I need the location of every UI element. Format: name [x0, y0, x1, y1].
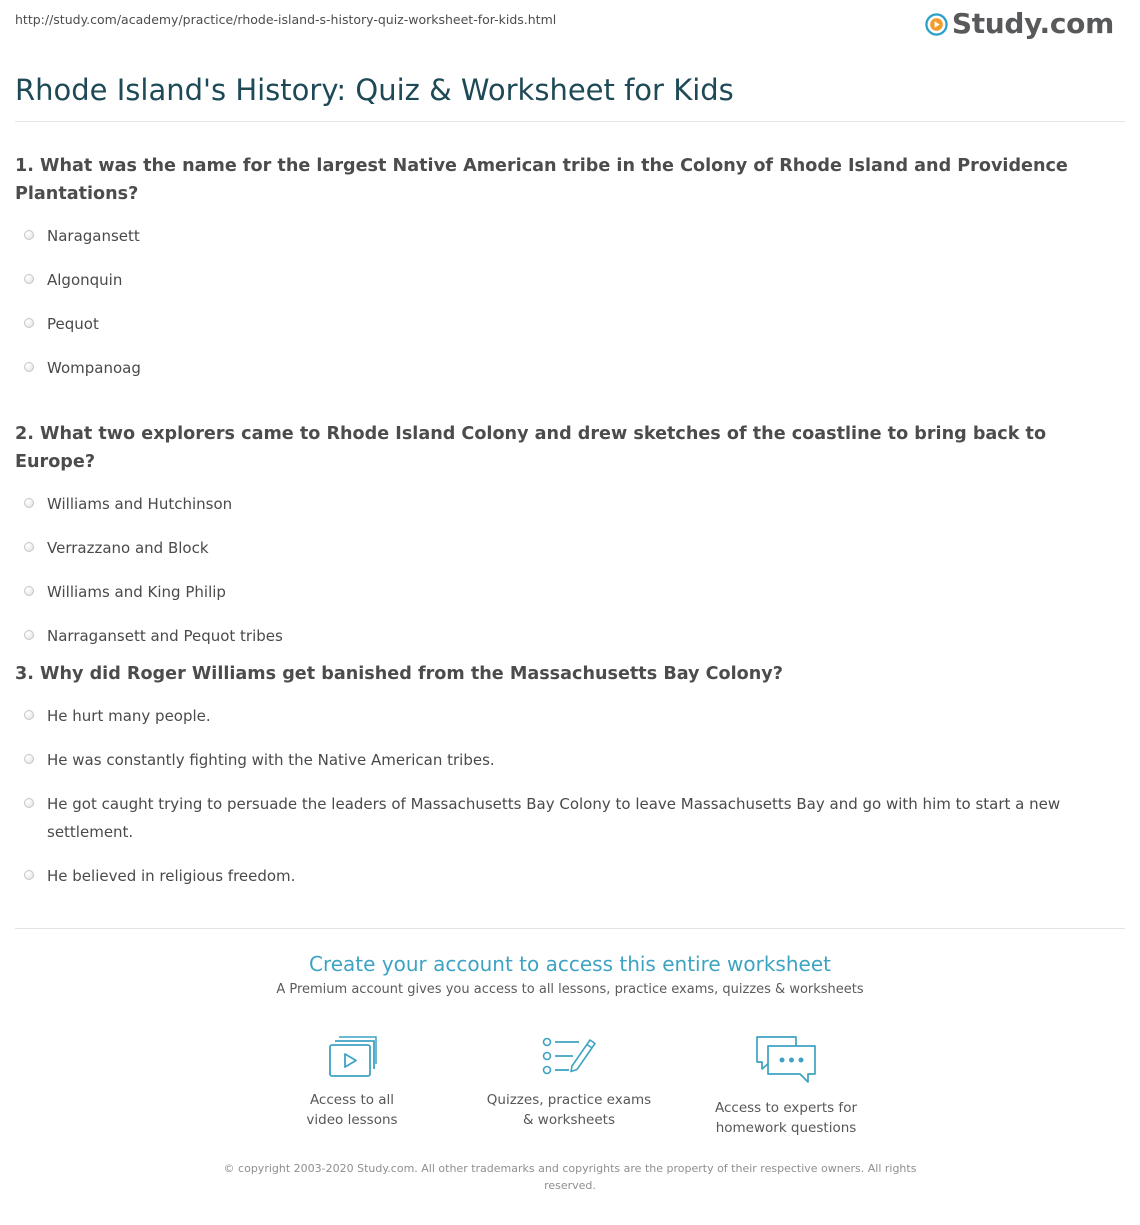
answer-label: Pequot — [47, 315, 99, 333]
answer-label: Naragansett — [47, 227, 140, 245]
study-logo[interactable] — [925, 9, 1114, 39]
page-title: Rhode Island's History: Quiz & Worksheet for Kids — [15, 73, 734, 107]
cta-subtitle: A Premium account gives you access to all lessons, practice exams, quizzes & worksheets — [276, 982, 864, 997]
feature-label: Access to experts for homework questions — [714, 1100, 857, 1136]
answer-option[interactable] — [15, 578, 1125, 606]
feature-list — [0, 1034, 1140, 1144]
answer-option[interactable] — [15, 222, 1125, 250]
answer-label: Algonquin — [47, 271, 123, 289]
question-text: 3. Why did Roger Williams get banished from the Massachusetts Bay Colony? — [15, 664, 783, 684]
cta-title-link[interactable]: Create your account to access this entire worksheet — [309, 952, 831, 976]
answer-option[interactable] — [15, 490, 1125, 518]
feature-quizzes — [469, 1034, 669, 1130]
answer-label: Wompanoag — [47, 359, 141, 377]
answer-option[interactable] — [15, 354, 1125, 382]
feature-experts — [686, 1034, 886, 1138]
answer-label: He believed in religious freedom. — [47, 867, 296, 885]
answer-option[interactable] — [15, 310, 1125, 338]
answer-label: He got caught trying to persuade the leaders of Massachusetts Bay Colony to leave Massachusetts Bay and go with him to start a new settlement. — [47, 795, 1061, 841]
radio-button-icon[interactable] — [24, 710, 34, 720]
question-1 — [15, 152, 1125, 398]
radio-button-icon[interactable] — [24, 362, 34, 372]
top-bar — [0, 0, 1140, 50]
answer-label: He was constantly fighting with the Native American tribes. — [47, 751, 495, 769]
radio-button-icon[interactable] — [24, 586, 34, 596]
answer-option[interactable] — [15, 790, 1125, 846]
radio-button-icon[interactable] — [24, 630, 34, 640]
copyright-notice: © copyright 2003-2020 Study.com. All other trademarks and copyrights are the property of their respective owners. All rights reserved. — [223, 1162, 917, 1192]
radio-button-icon[interactable] — [24, 498, 34, 508]
answer-label: Narragansett and Pequot tribes — [47, 627, 283, 645]
question-text: 1. What was the name for the largest Native American tribe in the Colony of Rhode Island and Providence Plantations? — [15, 156, 1068, 204]
page-url[interactable]: http://study.com/academy/practice/rhode-island-s-history-quiz-worksheet-for-kids.html — [15, 12, 557, 27]
answer-option[interactable] — [15, 746, 1125, 774]
answer-option[interactable] — [15, 266, 1125, 294]
cta-divider — [15, 928, 1125, 929]
answer-option[interactable] — [15, 622, 1125, 650]
radio-button-icon[interactable] — [24, 230, 34, 240]
radio-button-icon[interactable] — [24, 274, 34, 284]
feature-label: Access to all video lessons — [306, 1092, 398, 1128]
radio-button-icon[interactable] — [24, 798, 34, 808]
video-lessons-icon — [326, 1034, 378, 1078]
question-3 — [15, 660, 1125, 906]
title-divider — [15, 121, 1125, 122]
question-text: 2. What two explorers came to Rhode Island Colony and drew sketches of the coastline to bring back to Europe? — [15, 424, 1047, 472]
radio-button-icon[interactable] — [24, 542, 34, 552]
answer-label: He hurt many people. — [47, 707, 211, 725]
answer-label: Williams and King Philip — [47, 583, 226, 601]
logo-text: Study.com — [951, 7, 1114, 40]
radio-button-icon[interactable] — [24, 870, 34, 880]
answer-list — [15, 490, 1125, 650]
radio-button-icon[interactable] — [24, 754, 34, 764]
feature-video-lessons — [252, 1034, 452, 1130]
chat-bubbles-icon — [754, 1034, 818, 1086]
answer-label: Verrazzano and Block — [47, 539, 209, 557]
answer-option[interactable] — [15, 534, 1125, 562]
radio-button-icon[interactable] — [24, 318, 34, 328]
signup-cta — [0, 950, 1140, 997]
question-2 — [15, 420, 1125, 666]
answer-label: Williams and Hutchinson — [47, 495, 233, 513]
quiz-checklist-icon — [541, 1034, 597, 1078]
answer-option[interactable] — [15, 702, 1125, 730]
answer-list — [15, 702, 1125, 890]
feature-label: Quizzes, practice exams & worksheets — [486, 1092, 652, 1128]
answer-list — [15, 222, 1125, 382]
answer-option[interactable] — [15, 862, 1125, 890]
play-circle-icon — [925, 13, 948, 36]
